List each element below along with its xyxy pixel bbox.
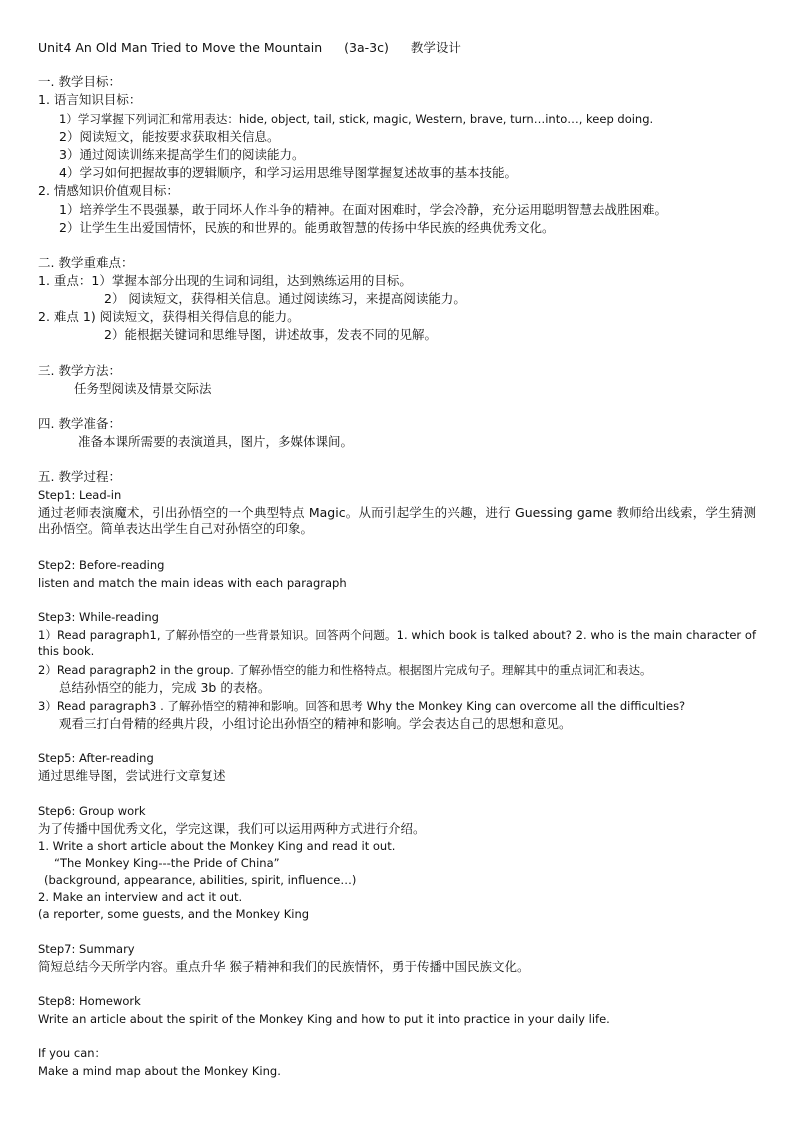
step7-text: 简短总结今天所学内容。重点升华 猴子精神和我们的民族情怀，勇于传播中国民族文化。 [38,959,530,974]
step1-title: Step1: Lead-in [38,488,122,502]
step8-title: Step8: Homework [38,994,141,1008]
document-title [38,40,461,56]
section2-difficult-point: 2. 难点 1) 阅读短文，获得相关得信息的能力。 [38,309,300,324]
title-chinese: 教学设计 [410,40,461,55]
section4-heading: 四. 教学准备： [38,416,121,431]
section1-item: 2）阅读短文，能按要求获取相关信息。 [59,129,280,144]
step5-title: Step5: After-reading [38,751,154,765]
section2-key-point: 1. 重点：1）掌握本部分出现的生词和词组，达到熟练运用的目标。 [38,273,412,288]
step3-paragraph2: 2）Read paragraph2 in the group. 了解孙悟空的能力和性格特点。根据图片完成句子。理解其中的重点词汇和表达。 [38,663,652,677]
section1-item: 3）通过阅读训练来提高学生们的阅读能力。 [59,147,305,162]
step3-title: Step3: While-reading [38,610,159,624]
section2-heading: 二. 教学重难点： [38,255,134,270]
optional-text: Make a mind map about the Monkey King. [38,1064,281,1078]
step8-text: Write an article about the spirit of the Monkey King and how to put it into practice in your daily life. [38,1012,610,1026]
section1-sub1: 1. 语言知识目标： [38,92,142,107]
optional-title: If you can： [38,1046,107,1060]
step1-text: 通过老师表演魔术，引出孙悟空的一个典型特点 Magic。从而引起学生的兴趣，进行 Guessing game 教师给出线索，学生猜测出孙悟空。简单表达出学生自己对孙悟空的印象。 [38,505,756,536]
step6-text: 为了传播中国优秀文化，学完这课，我们可以运用两种方式进行介绍。 [38,821,426,836]
step2-text: listen and match the main ideas with each paragraph [38,576,347,590]
step3-paragraph3: 3）Read paragraph3 . 了解孙悟空的精神和影响。回答和思考 Why the Monkey King can overcome all the difficulties? [38,699,686,713]
section3-heading: 三. 教学方法： [38,363,121,378]
section4-text: 准备本课所需要的表演道具，图片，多媒体课间。 [78,434,354,449]
section1-sub2: 2. 情感知识价值观目标： [38,183,179,198]
section1-item: 4）学习如何把握故事的逻辑顺序，和学习运用思维导图掌握复述故事的基本技能。 [59,165,517,180]
step7-title: Step7: Summary [38,942,135,956]
step3-paragraph3-activity: 观看三打白骨精的经典片段，小组讨论出孙悟空的精神和影响。学会表达自己的思想和意见。 [59,716,572,731]
section1-item: 2）让学生生出爱国情怀，民族的和世界的。能勇敢智慧的传扬中华民族的经典优秀文化。 [59,220,555,235]
section1-item: 1）培养学生不畏强暴，敢于同坏人作斗争的精神。在面对困难时，学会冷静，充分运用聪明智慧去战胜困难。 [59,202,667,217]
step6-option2: 2. Make an interview and act it out. [38,890,243,904]
step3-paragraph2-summary: 总结孙悟空的能力，完成 3b 的表格。 [59,680,271,695]
step6-option1: 1. Write a short article about the Monkey King and read it out. [38,839,396,853]
title-english: Unit4 An Old Man Tried to Move the Mountain [38,40,323,55]
section5-heading: 五. 教学过程： [38,469,121,484]
section2-key-point-2: 2） 阅读短文，获得相关信息。通过阅读练习，来提高阅读能力。 [104,291,466,306]
title-code: (3a-3c) [344,40,389,55]
section1-heading: 一. 教学目标： [38,74,121,89]
section3-text: 任务型阅读及情景交际法 [74,381,212,396]
step3-paragraph1: 1）Read paragraph1, 了解孙悟空的一些背景知识。回答两个问题。1. which book is talked about? 2. who is the main character of this book. [38,628,756,658]
section2-difficult-point-2: 2）能根据关键词和思维导图，讲述故事，发表不同的见解。 [104,327,437,342]
step2-title: Step2: Before-reading [38,558,165,572]
step5-text: 通过思维导图，尝试进行文章复述 [38,768,226,783]
step6-title: Step6: Group work [38,804,146,818]
step6-article-topics: (background, appearance, abilities, spirit, influence…) [44,873,357,887]
section1-item: 1）学习掌握下列词汇和常用表达：hide, object, tail, stick, magic, Western, brave, turn…into…, keep doing. [59,112,654,126]
step6-roles: (a reporter, some guests, and the Monkey King [38,907,310,921]
step6-article-title: “The Monkey King---the Pride of China” [54,856,280,870]
